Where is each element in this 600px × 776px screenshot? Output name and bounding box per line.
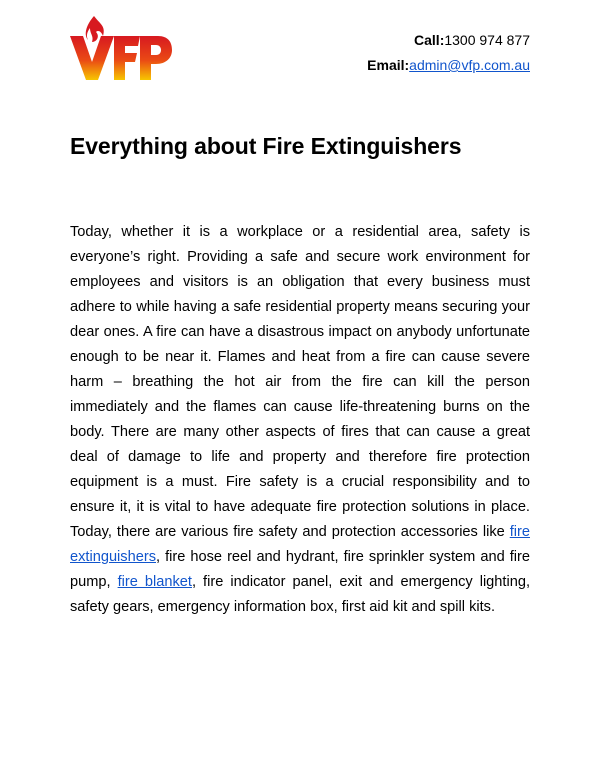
phone-number: 1300 974 877 [444, 32, 530, 48]
body-paragraph [70, 220, 530, 620]
body-text-part3: , fire indicator panel, exit and emergency lighting, safety gears, emergency information box, first aid kit and spill kits. [70, 574, 530, 615]
body-text-part2: , fire hose reel and hydrant, fire sprinkler system and fire pump, [70, 549, 530, 590]
email-link[interactable]: admin@vfp.com.au [409, 57, 530, 73]
contact-block [367, 28, 530, 78]
call-label: Call: [414, 32, 445, 48]
fire-extinguishers-link[interactable]: fire extinguishers [70, 524, 530, 565]
email-line [367, 53, 530, 78]
email-label: Email: [367, 57, 410, 73]
page-title: Everything about Fire Extinguishers [70, 133, 462, 159]
phone-line [367, 28, 530, 53]
fire-blanket-link[interactable]: fire blanket [117, 574, 192, 590]
body-text-part1: Today, whether it is a workplace or a residential area, safety is everyone’s right. Providing a safe and secure work environment for employees and visitors is an obligation that every business must adhere to while having a safe residential property means securing your dear ones. A fire can have a disastrous impact on anybody unfortunate enough to be near it. Flames and heat from a fire can cause severe harm – breathing the hot air from the fire can kill the person immediately and the flames can cause life-threatening burns on the body. There are many other aspects of fires that can cause a great deal of damage to life and property and therefore fire protection equipment is a must. Fire safety is a crucial responsibility and to ensure it, it is vital to have adequate fire protection solutions in place. Today, there are various fire safety and protection accessories like [70, 224, 530, 540]
vfp-logo [70, 14, 172, 82]
